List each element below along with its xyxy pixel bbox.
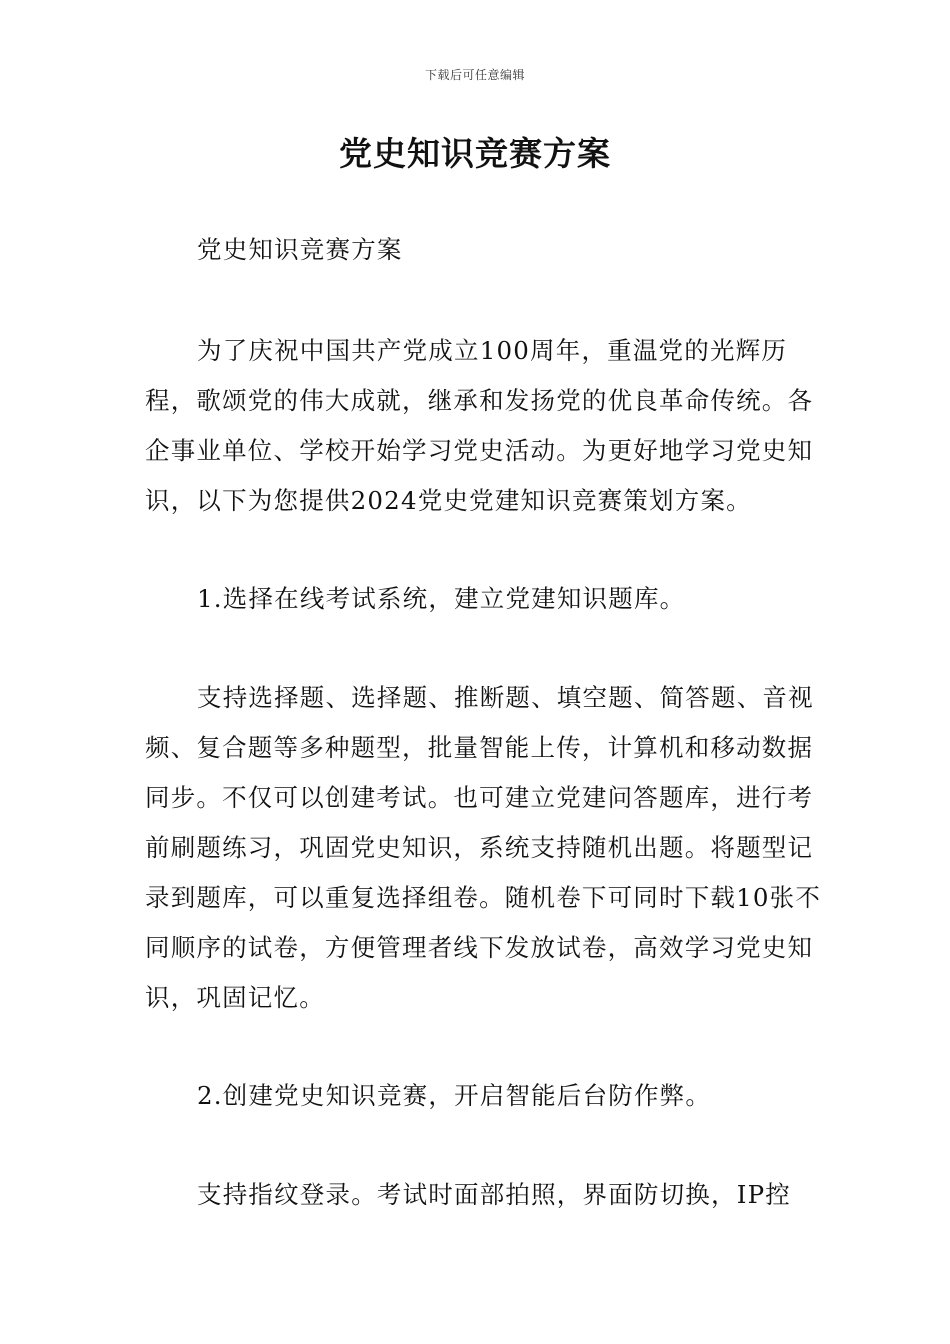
step-2-body-paragraph: 支持指纹登录。考试时面部拍照，界面防切换，IP控	[197, 1180, 791, 1209]
step-1-body-paragraph: 支持选择题、选择题、推断题、填空题、简答题、音视频、复合题等多种题型，批量智能上传，计算机和移动数据同步。不仅可以创建考试。也可建立党建问答题库，进行考前刷题练习，巩固党史知识，系统支持随机出题。将题型记录到题库，可以重复选择组卷。随机卷下可同时下载10张不同顺序的试卷，方便管理者线下发放试卷，高效学习党史知识，巩固记忆。	[145, 683, 822, 1012]
subtitle-paragraph: 党史知识竞赛方案	[197, 235, 403, 264]
step-2-heading: 2.创建党史知识竞赛，开启智能后台防作弊。	[197, 1081, 712, 1110]
document-title: 党史知识竞赛方案	[339, 134, 611, 173]
step-1-heading: 1.选择在线考试系统，建立党建知识题库。	[197, 584, 686, 613]
intro-paragraph: 为了庆祝中国共产党成立100周年，重温党的光辉历程，歌颂党的伟大成就，继承和发扬党的优良革命传统。各企事业单位、学校开始学习党史活动。为更好地学习党史知识，以下为您提供2024党史党建知识竞赛策划方案。	[145, 336, 814, 515]
header-note: 下载后可任意编辑	[424, 68, 525, 82]
